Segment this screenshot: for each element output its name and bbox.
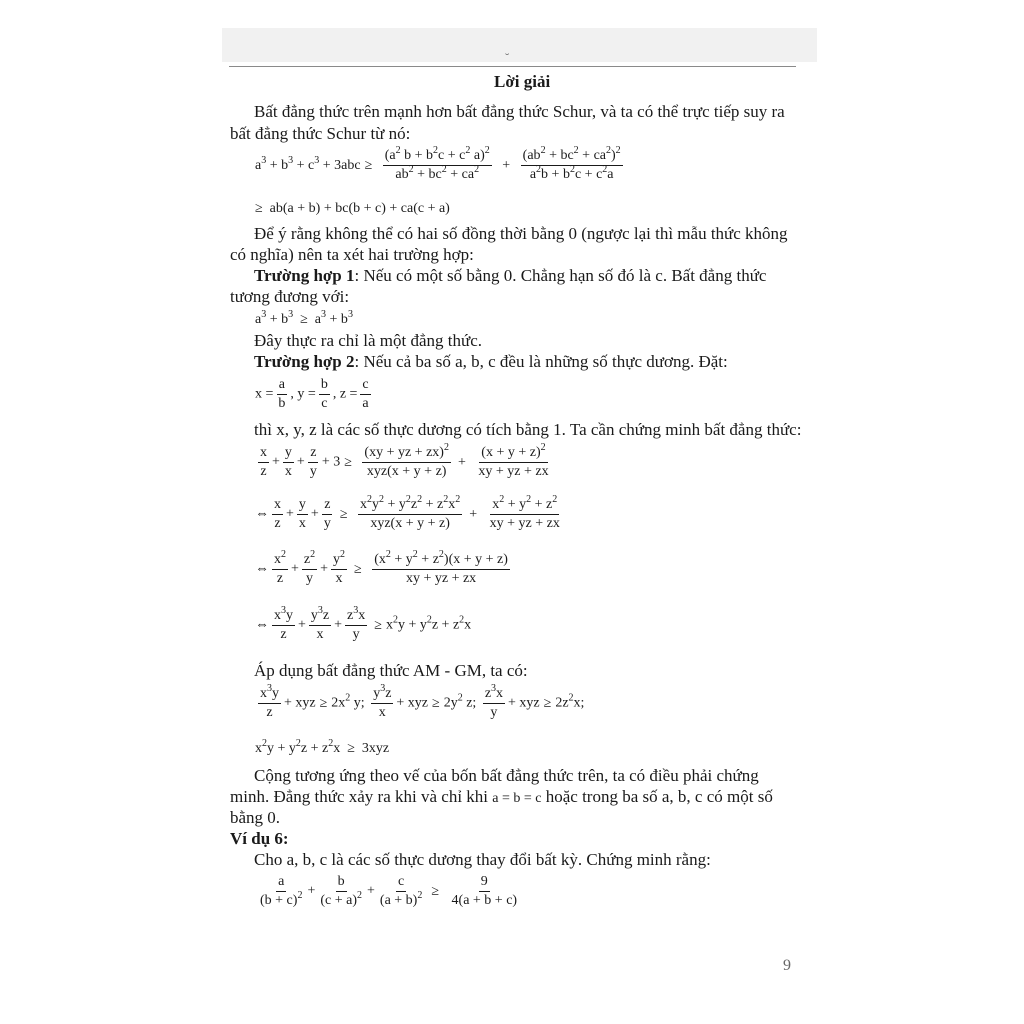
- case2-line2: thì x, y, z là các số thực dương có tích bằng 1. Ta cần chứng minh bất đẳng thức:: [254, 420, 802, 439]
- para2-line2: có nghĩa) nên ta xét hai trường hợp:: [230, 245, 474, 264]
- equation-schur-strong: $a^3 + b^3 + c^3 + 3abc$ ≥ $\frac{(a^2 b + b^2c + c^2 a)^2}{ab^2 + bc^2 + ca^2}$ + $\frac{(ab^2 + bc^2 + ca^2)^2}{a^2b + b^2c + c^2a}$: [255, 145, 621, 182]
- conclusion-line2: [230, 787, 773, 809]
- equation-xyz-3: ⇔ $\frac{x^2}{z}$ + $\frac{z^2}{y}$ + $\frac{y^2}{x}$ ≥ $\frac{(x^2 + y^2 + z^2)(x + y + z)}{xy + yz + zx}$: [255, 549, 508, 586]
- conclusion-line2b: hoặc trong ba số a, b, c có một số: [541, 787, 773, 806]
- section-title: Lời giải: [494, 72, 551, 91]
- equation-case1: $a^3 + b^3 \ge a^3 + b^3$: [255, 309, 353, 327]
- conclusion-line2a: minh. Đẳng thức xảy ra khi và chỉ khi: [230, 787, 493, 806]
- page-number: 9: [783, 957, 791, 974]
- equation-amgm: $\frac{x^3y}{z}$ + xyz ≥ $2x^2$ y; $\frac{y^3z}{x}$ + xyz ≥ $2y^2$ z; $\frac{z^3x}{y}$ + xyz ≥ $2z^2x$;: [260, 683, 585, 720]
- case1-text: : Nếu có một số bằng 0. Chẳng hạn số đó là c. Bất đẳng thức: [354, 266, 767, 285]
- header-band: [222, 28, 817, 62]
- example-text: Cho a, b, c là các số thực dương thay đổi bất kỳ. Chứng minh rằng:: [254, 850, 711, 869]
- equation-xyz-1: $\frac{x}{z}$ + $\frac{y}{x}$ + $\frac{z}{y}$ + 3 ≥ $\frac{(xy + yz + zx)^2}{\text{xyz(x + y + z)}}$ + $\frac{(x + y + z)^2}{xy + yz + zx}$: [260, 442, 549, 479]
- equation-example: $\frac{a}{(b + c)^2}$ + $\frac{b}{(c + a)^2}$ + $\frac{c}{(a + b)^2}$ ≥ $\frac{9}{4(a + b + c)}$: [260, 874, 518, 908]
- header-mark: ˘: [505, 50, 510, 65]
- equation-xyz-4: ⇔ $\frac{x^3y}{z}$ + $\frac{y^3z}{x}$ + $\frac{z^3x}{y}$ ≥ $x^2y + y^2z + z^2x$: [255, 605, 472, 642]
- conclusion-line1: Cộng tương ứng theo vế của bốn bất đẳng thức trên, ta có điều phải chứng: [254, 766, 759, 785]
- example-label: Ví dụ 6:: [230, 829, 289, 848]
- equation-schur-rhs: ≥ ab(a + b) + bc(b + c) + ca(c + a): [255, 201, 450, 216]
- amgm-text: Áp dụng bất đẳng thức AM - GM, ta có:: [254, 661, 528, 680]
- equation-sum: $x^2y + y^2z + z^2x \ge 3xyz$: [255, 738, 390, 756]
- case1-label: Trường hợp 1: [254, 266, 355, 285]
- case1-note: Đây thực ra chỉ là một đẳng thức.: [254, 331, 483, 350]
- case2-label: Trường hợp 2: [254, 352, 355, 371]
- conclusion-line3: bằng 0.: [230, 808, 281, 827]
- case2-line1: [254, 352, 728, 372]
- case2-text: : Nếu cả ba số a, b, c đều là những số thực dương. Đặt:: [354, 352, 728, 371]
- equation-xyz-2: ⇔ $\frac{x}{z}$ + $\frac{y}{x}$ + $\frac{z}{y}$ ≥ $\frac{x^2y^2 + y^2z^2 + z^2x^2}{\text{xyz(x + y + z)}}$ + $\frac{x^2 + y^2 + z^2}{xy + yz + zx}$: [255, 494, 560, 531]
- conclusion-equality: a = b = c: [492, 791, 542, 806]
- equation-substitution: x = $\frac{a}{b}$ , y = $\frac{b}{c}$ , z = $\frac{c}{a}$: [255, 377, 369, 411]
- para2-line1: Để ý rằng không thể có hai số đồng thời bằng 0 (ngược lại thì mẫu thức không: [254, 224, 788, 243]
- para1-line1: Bất đẳng thức trên mạnh hơn bất đẳng thức Schur, và ta có thể trực tiếp suy ra: [254, 102, 785, 121]
- case1-line1: [254, 266, 766, 286]
- para1-line2: bất đẳng thức Schur từ nó:: [230, 124, 411, 143]
- case1-line2: tương đương với:: [230, 287, 350, 306]
- header-rule: [229, 66, 796, 67]
